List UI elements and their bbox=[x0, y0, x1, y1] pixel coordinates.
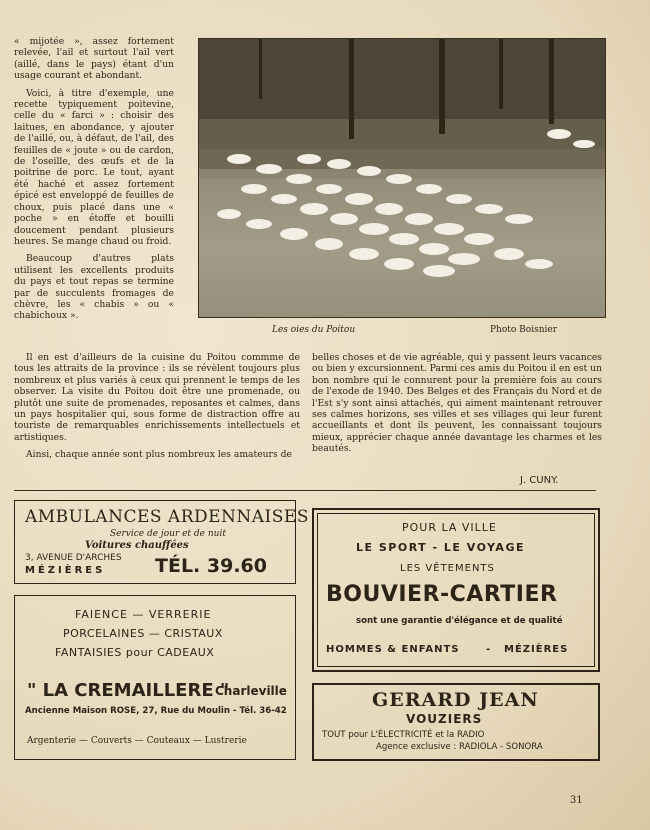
paragraph: Ainsi, chaque année sont plus nombreux les amateurs de bbox=[26, 449, 292, 461]
ad-town: VOUZIERS bbox=[406, 712, 483, 726]
geese-photo bbox=[198, 38, 606, 318]
ad-line: FANTAISIES pour CADEAUX bbox=[55, 646, 215, 659]
article-column-left-top bbox=[14, 36, 174, 328]
paragraph: « mijotée », assez fortement relevée, l'ail et surtout l'ail vert (aillé, dans le pays) étant d'un usage courant et abondant. bbox=[14, 36, 174, 82]
paragraph: belles choses et de vie agréable, qui y passent leurs vacances ou bien y excursionnent. Parmi ces amis du Poitou il en est un bon nombre qui le connurent pour la première fois au cours de l'exode de 1940. Des Belges et des Français du Nord et de l'Est s'y sont ainsi attachés, qui aiment maintenant retrouver ses calmes horizons, ses villes et ses villages qui leur furent accueillants et dont ils peuvent, les connaissant toujours mieux, apprécier chaque année davantage les charmes et les beautés. bbox=[312, 352, 602, 455]
ad-cremaillere bbox=[14, 595, 296, 760]
ad-gerard-jean bbox=[312, 683, 600, 761]
ad-bottom-left: HOMMES & ENFANTS bbox=[326, 644, 460, 655]
ad-cars: Voitures chauffées bbox=[85, 540, 189, 551]
ad-title: AMBULANCES ARDENNAISES bbox=[25, 507, 309, 527]
ad-town: MÉZIÈRES bbox=[25, 565, 106, 576]
ad-line: TOUT pour L'ÉLECTRICITÉ et la RADIO bbox=[322, 730, 485, 740]
article-column-bottom-right bbox=[312, 352, 602, 461]
photo-frame bbox=[198, 38, 606, 318]
ad-line: LES VÊTEMENTS bbox=[400, 563, 495, 574]
page-number: 31 bbox=[570, 795, 583, 806]
ad-line: POUR LA VILLE bbox=[402, 521, 497, 534]
ad-name: BOUVIER-CARTIER bbox=[326, 582, 558, 607]
ad-phone: TÉL. 39.60 bbox=[155, 555, 267, 577]
ad-service: Service de jour et de nuit bbox=[110, 529, 226, 539]
ad-ambulances bbox=[14, 500, 309, 584]
ad-items: Argenterie — Couverts — Couteaux — Lustrerie bbox=[27, 736, 247, 746]
ad-bouvier-cartier bbox=[312, 508, 600, 672]
ad-name: " LA CREMAILLERE " bbox=[27, 680, 230, 701]
paragraph: Beaucoup d'autres plats utilisent les excellents produits du pays et tout repas se termine par de succulents fromages de chèvre, les « chabis » ou « chabichoux ». bbox=[14, 253, 174, 322]
paragraph: Il en est d'ailleurs de la cuisine du Poitou commme de tous les attraits de la province : ils se révèlent toujours plus nombreux et plus variés à ceux qui prennent le temps de les observer. La visite du Poitou doit être une promenade, ou plutôt une suite de promenades, reposantes et calmes, dans un pays hospitalier qui, sous forme de distraction offre au touriste de remarquables enrichissements intellectuels et artistiques. bbox=[14, 352, 300, 443]
ad-name: GERARD JEAN bbox=[372, 689, 539, 711]
ad-guarantee: sont une garantie d'élégance et de qualité bbox=[356, 616, 563, 626]
ad-address: Ancienne Maison ROSE, 27, Rue du Moulin - Tél. 36-42 bbox=[25, 706, 287, 716]
article-column-bottom-left bbox=[14, 352, 300, 467]
ad-line: PORCELAINES — CRISTAUX bbox=[63, 627, 223, 640]
ad-town: Charleville bbox=[215, 684, 287, 698]
ad-line: Agence exclusive : RADIOLA - SONORA bbox=[376, 742, 543, 752]
ad-bottom-right: MÉZIÈRES bbox=[504, 644, 569, 655]
ad-line: FAIENCE — VERRERIE bbox=[75, 608, 212, 621]
ad-bottom-sep: - bbox=[486, 644, 491, 655]
photo-credit: Photo Boisnier bbox=[490, 325, 557, 335]
paragraph: Voici, à titre d'exemple, une recette typiquement poitevine, celle du « farci » : choisir des laitues, en abondance, y ajouter de l'aillé, ou, à défaut, de l'ail, des feuilles de « joute » ou de cardon, de l'oseille, des œufs et de la poitrine de porc. Le tout, ayant été haché et assez fortement épicé est enveloppé de feuilles de choux, puis placé dans une « poche » en étoffe et bouilli doucement pendant plusieurs heures. Se mange chaud ou froid. bbox=[14, 87, 174, 247]
divider bbox=[14, 490, 596, 491]
author-signature: J. CUNY. bbox=[520, 475, 559, 486]
ad-address: 3, AVENUE D'ARCHES bbox=[25, 553, 122, 563]
ad-line: LE SPORT - LE VOYAGE bbox=[356, 541, 525, 554]
photo-caption: Les oies du Poitou bbox=[272, 325, 356, 335]
